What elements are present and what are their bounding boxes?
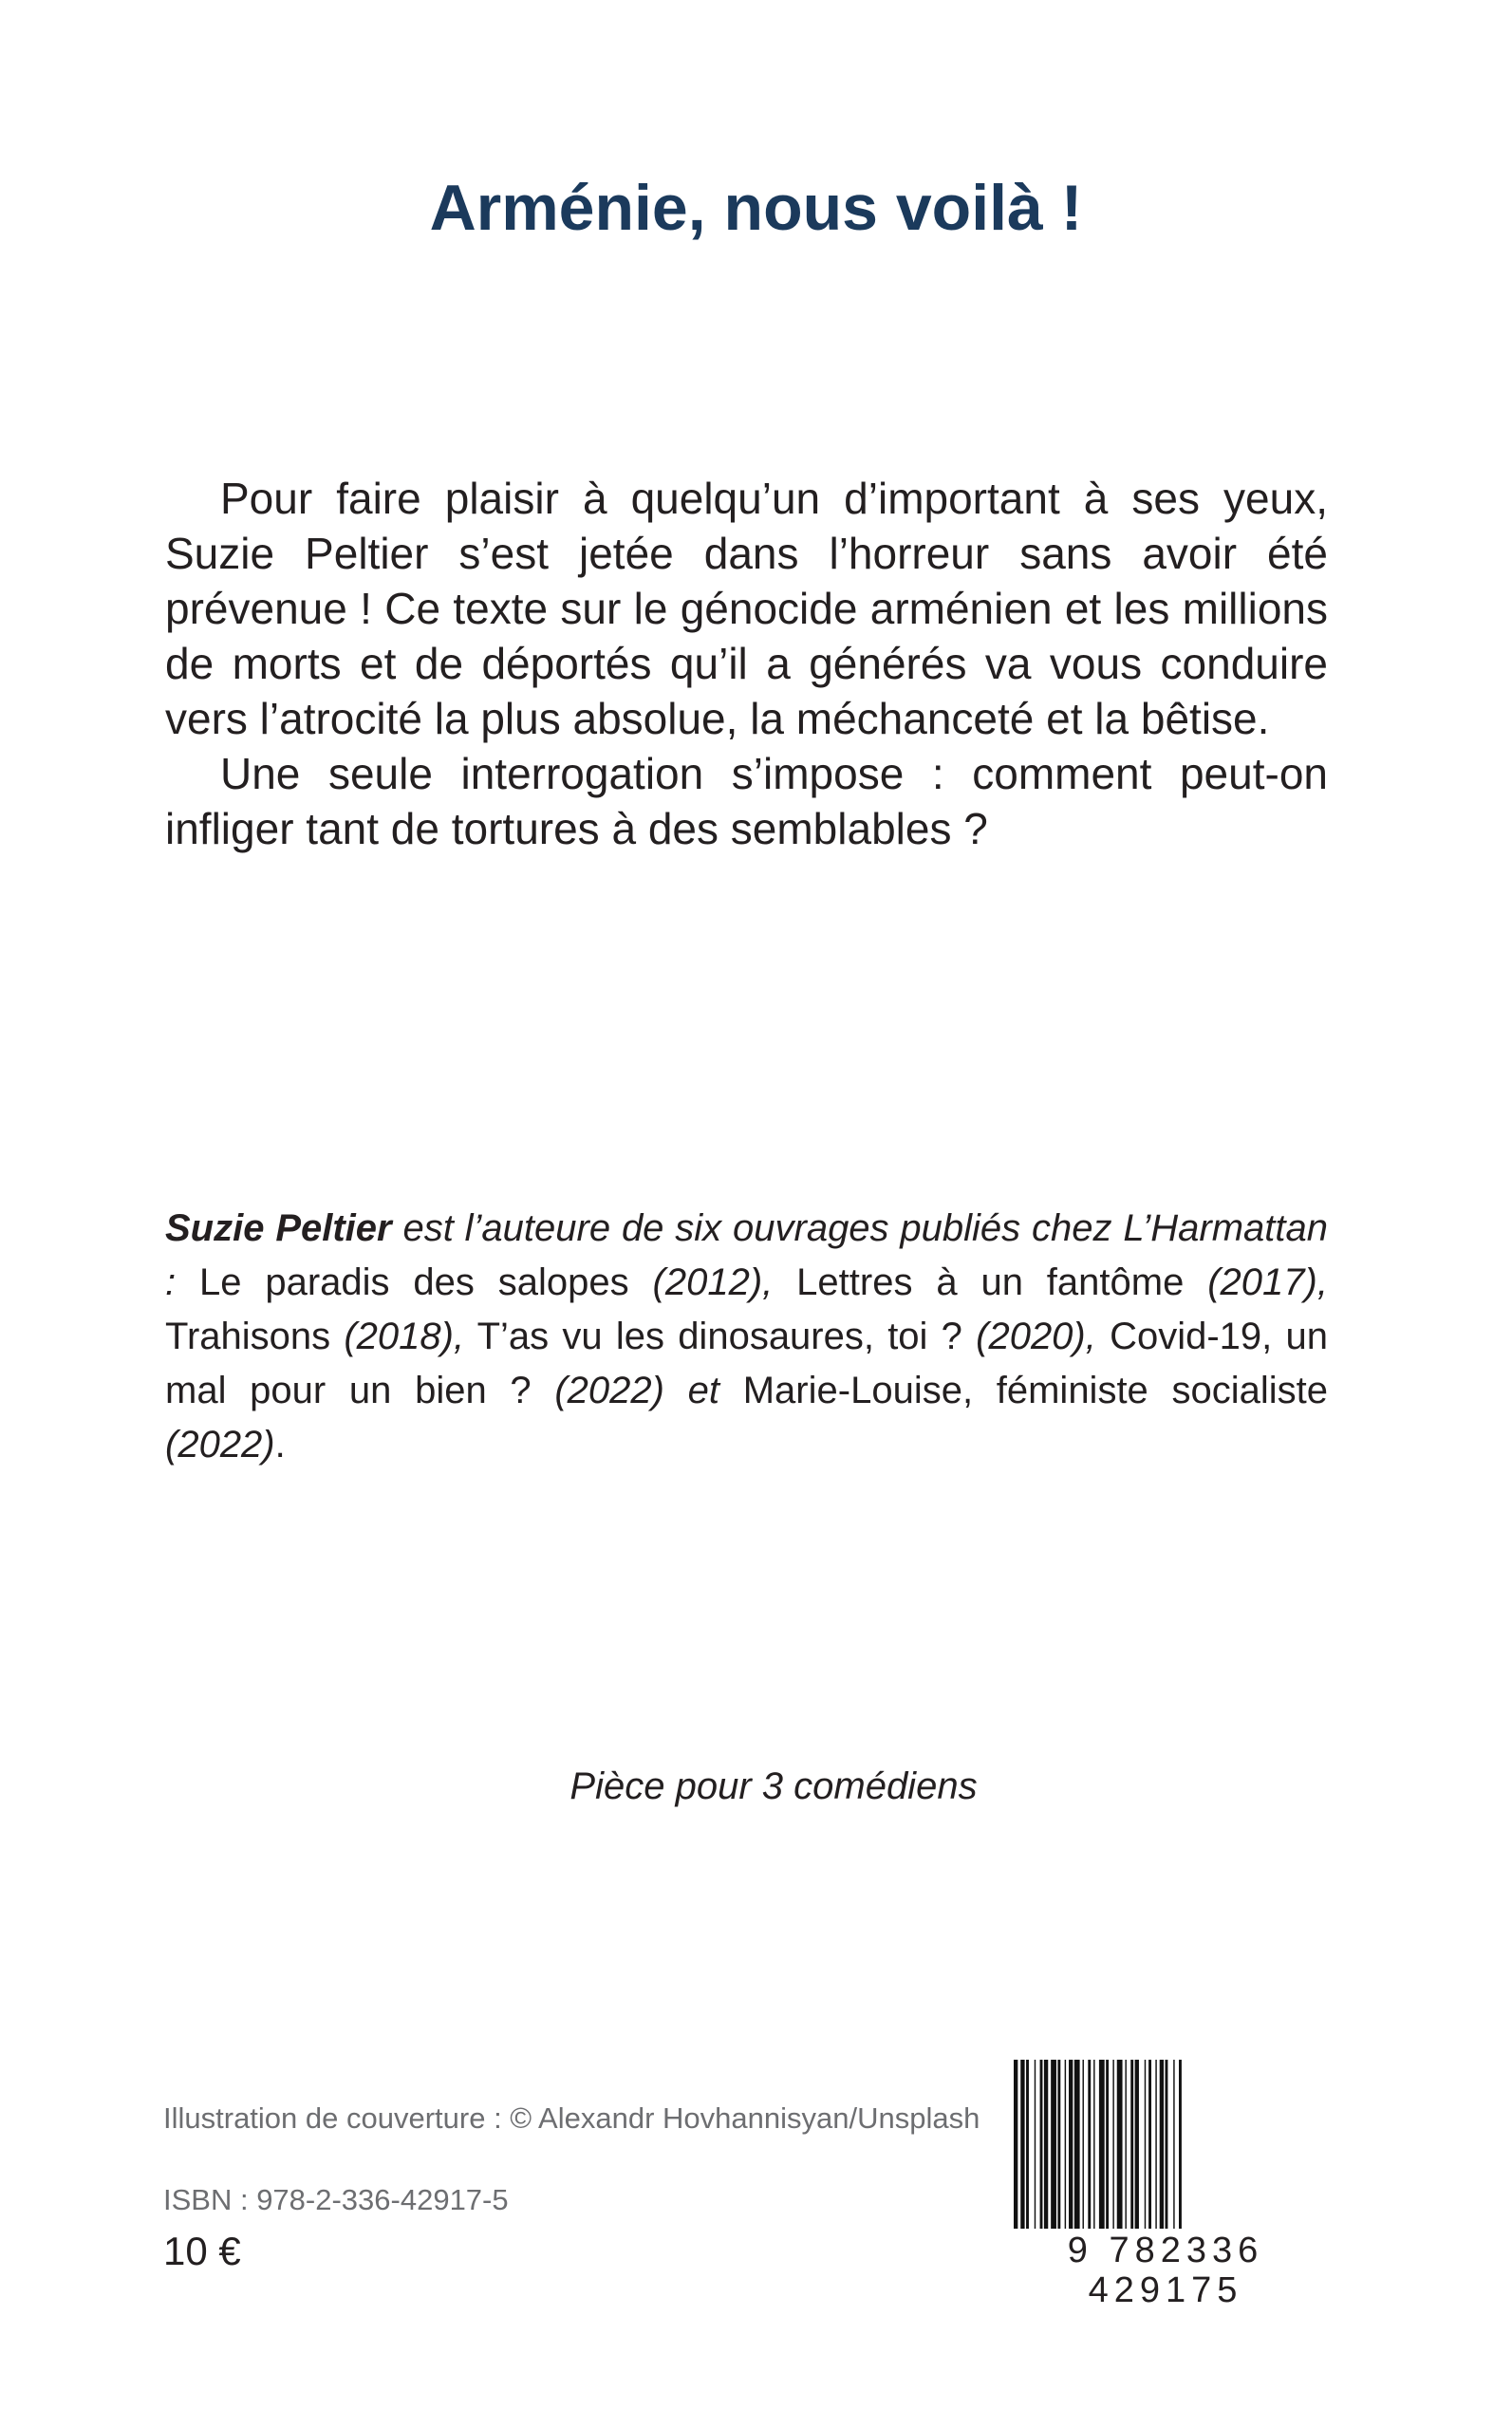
barcode-bar — [1135, 2060, 1139, 2229]
barcode-bar — [1057, 2060, 1060, 2229]
barcode-bar — [1065, 2060, 1066, 2229]
barcode — [995, 2060, 1336, 2310]
blurb-paragraph: Pour faire plaisir à quelqu’un d’important à ses yeux, Suzie Peltier s’est jetée dans l’horreur sans avoir été prévenue ! Ce texte sur le génocide arménien et les millions de morts et de déportés qu’il a générés va vous conduire vers l’atrocité la plus absolue, la méchanceté et la bêtise. — [165, 474, 1328, 743]
barcode-bar — [1117, 2060, 1123, 2229]
book-year: (2017), — [1207, 1261, 1328, 1303]
book-title-item: Lettres à un fantôme — [796, 1261, 1185, 1303]
barcode-bar — [1074, 2060, 1080, 2229]
genre-line: Pièce pour 3 comédiens — [569, 1765, 978, 1807]
barcode-bar — [1083, 2060, 1084, 2229]
book-title-item: Covid-19, un mal pour un bien ? — [165, 1316, 1328, 1411]
book-year: (2020), — [976, 1316, 1096, 1357]
barcode-bar — [1014, 2060, 1017, 2229]
barcode-bar — [1173, 2060, 1174, 2229]
book-year: (2012), — [652, 1261, 774, 1303]
back-cover-blurb — [165, 471, 1328, 856]
barcode-bar — [1130, 2060, 1133, 2229]
isbn: ISBN : 978-2-336-42917-5 — [163, 2183, 509, 2216]
barcode-bar — [1112, 2060, 1113, 2229]
barcode-bar — [1044, 2060, 1048, 2229]
barcode-bars — [1014, 2060, 1317, 2229]
barcode-bar — [1093, 2060, 1094, 2229]
barcode-bar — [1020, 2060, 1024, 2229]
book-year: (2018), — [344, 1316, 465, 1357]
book-title-item: T’as vu les dinosaures, toi ? — [476, 1316, 962, 1357]
book-year: (2022) et — [554, 1370, 720, 1411]
author-name: Suzie Peltier — [165, 1207, 392, 1249]
barcode-bar — [1155, 2060, 1156, 2229]
book-title-item: Marie-Louise, féministe socialiste — [742, 1370, 1329, 1411]
author-bio — [165, 1202, 1328, 1472]
barcode-bar — [1179, 2060, 1182, 2229]
barcode-bar — [1099, 2060, 1105, 2229]
barcode-bar — [1035, 2060, 1036, 2229]
barcode-bar — [1040, 2060, 1043, 2229]
book-year: (2022) — [165, 1424, 275, 1466]
bio-end: . — [274, 1424, 286, 1466]
bio-intro: est l’auteure de six ouvrages publiés chez L’Harmattan : — [165, 1207, 1329, 1303]
book-title-item: Trahisons — [165, 1316, 331, 1357]
barcode-bar — [1148, 2060, 1151, 2229]
price: 10 € — [163, 2229, 241, 2273]
barcode-bar — [1106, 2060, 1109, 2229]
barcode-bar — [1088, 2060, 1091, 2229]
illustration-credit: Illustration de couverture : © Alexandr Hovhannisyan/Unsplash — [163, 2101, 980, 2135]
barcode-bar — [1069, 2060, 1073, 2229]
barcode-bar — [1125, 2060, 1126, 2229]
barcode-digits: 9 782336 429175 — [1067, 2231, 1264, 2310]
barcode-bar — [1145, 2060, 1146, 2229]
barcode-bar — [1026, 2060, 1029, 2229]
barcode-bar — [1160, 2060, 1164, 2229]
book-title: Arménie, nous voilà ! — [429, 172, 1083, 244]
book-title-item: Le paradis des salopes — [199, 1261, 629, 1303]
blurb-paragraph: Une seule interrogation s’impose : comment peut-on infliger tant de tortures à des semblables ? — [165, 749, 1328, 853]
barcode-bar — [1166, 2060, 1168, 2229]
barcode-bar — [1051, 2060, 1056, 2229]
